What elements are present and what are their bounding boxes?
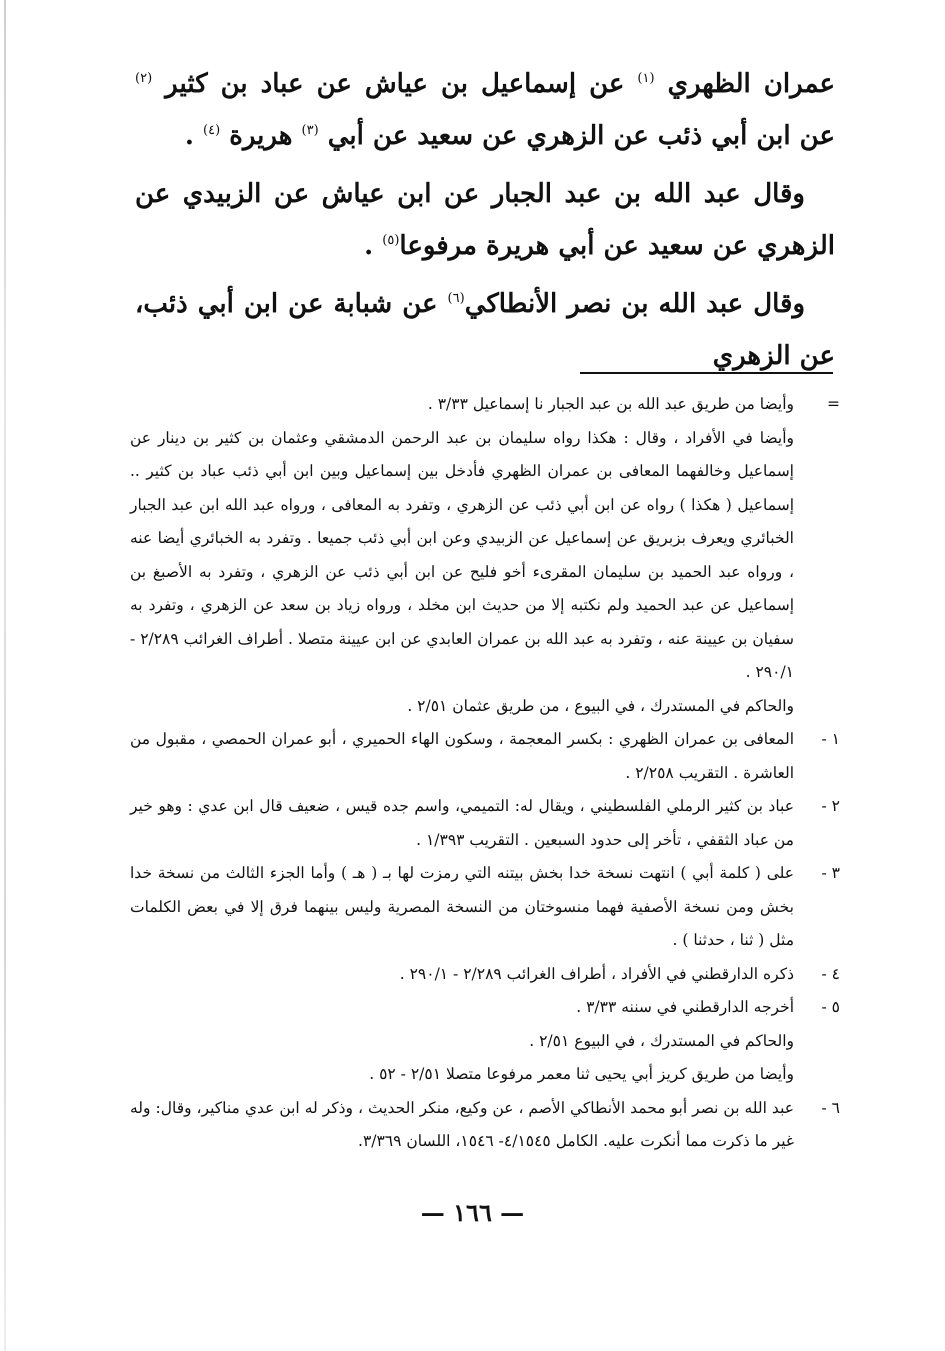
scan-edge [4, 0, 6, 1351]
footnote-number: ٥ - [821, 998, 840, 1016]
text-segment: عمران الظهري [654, 69, 835, 99]
footnote-text: عبد الله بن نصر أبو محمد الأنطاكي الأصم ، عن وكيع، منكر الحديث ، وذكر له ابن عدي مناكير، وقال: وله غير ما ذكرت مما أنكرت عليه. الكامل ٤/١٥٤٥- ١٥٤٦، اللسان ٣/٣٦٩. [130, 1098, 794, 1150]
footnote [130, 1058, 840, 1092]
footnote [130, 857, 840, 958]
footnote-number [794, 1025, 840, 1059]
footnote-marker: (١) [637, 71, 655, 86]
main-paragraph [135, 58, 835, 162]
footnote-number [794, 1058, 840, 1092]
footnote-number [794, 422, 840, 690]
footnote-text: على ( كلمة أبي ) انتهت نسخة خدا بخش بيتنه التي رمزت لها بـ ( هـ ) وأما الجزء الثالث من نسخة خدا بخش ومن نسخة الأصفية فهما منسوختان من النسخة المصرية وليس بينهما فرق إلا في بعض الكلمات مثل ( ثنا ، حدثنا ) . [130, 864, 794, 949]
footnote-text: عباد بن كثير الرملي الفلسطيني ، ويقال له: التميمي، واسم جده قيس ، ضعيف قال ابن عدي : وهو خير من عباد الثقفي ، تأخر إلى حدود السبعين . التقريب ١/٣٩٣ . [130, 797, 794, 849]
footnote [130, 422, 840, 690]
main-paragraph [135, 278, 835, 382]
footnote-text: وأيضا في الأفراد ، وقال : هكذا رواه سليمان بن عبد الرحمن الدمشقي وعثمان بن كثير بن دينار عن إسماعيل وخالفهما المعافى بن عمران الظهري فأدخل بين إسماعيل وبين ابن أبي ذئب عباد بن كثير .. إسماعيل ( هكذا ) رواه عن ابن أبي ذئب عن الزهري ، وتفرد به المعافى ، ورواه عبد الله ابن عبد الجبار الخبائري ويعرف بزبريق عن إسماعيل عن الزبيدي وعن ابن أبي ذئب جميعا . وتفرد به الخبائري أيضا عنه ، ورواه عبد الحميد بن سليمان المقرىء أخو فليح عن ابن أبي ذئب عن الزهري ، وتفرد به الأصبغ بن إسماعيل عن عبد الحميد ولم نكتبه إلا من حديث ابن مخلد ، ورواه زياد بن سعد عن الزهري ، وتفرد به سفيان بن عيينة عنه ، وتفرد به عبد الله بن عمران العابدي عن ابن عيينة متصلا . أطراف الغرائب ٢/٢٨٩ - ٢٩٠/١ . [130, 428, 794, 681]
text-segment: . [364, 231, 383, 261]
footnote-number: = [827, 395, 840, 413]
footnotes [130, 388, 840, 1159]
page-number: — ١٦٦ — [420, 1198, 525, 1227]
footnote-text: المعافى بن عمران الظهري : بكسر المعجمة ، وسكون الهاء الحميري ، أبو عمران الحمصي ، مقبول من العاشرة . التقريب ٢/٢٥٨ . [130, 730, 794, 782]
text-segment: . [184, 121, 204, 151]
footnote [130, 790, 840, 857]
footnote [130, 723, 840, 790]
footnote-text: وأيضا من طريق كريز أبي يحيى ثنا معمر مرفوعا متصلا ٢/٥١ - ٥٢ . [369, 1065, 794, 1083]
text-segment: عن ابن أبي ذئب عن الزهري عن سعيد عن أبي [318, 121, 835, 151]
text-segment: هريرة [220, 121, 302, 151]
footnote-text: والحاكم في المستدرك ، في البيوع ، من طريق عثمان ٢/٥١ . [407, 696, 794, 715]
footnote [130, 1092, 840, 1159]
footnote-marker: (٦) [447, 291, 465, 306]
footnote-separator [580, 372, 833, 374]
footnote-marker: (٥) [382, 233, 400, 248]
footnote-text: أخرجه الدارقطني في سننه ٣/٣٣ . [576, 998, 794, 1016]
footnote-text: والحاكم في المستدرك ، في البيوع ٢/٥١ . [529, 1031, 794, 1050]
footnote-number: ١ - [821, 730, 840, 748]
footnote [130, 958, 840, 992]
text-segment: وقال عبد الله بن نصر الأنطاكي [464, 289, 805, 319]
main-paragraph [135, 168, 835, 272]
text-segment: عن شبابة عن ابن أبي ذئب، عن الزهري [135, 289, 835, 371]
footnote-marker: (٣) [301, 123, 319, 138]
footnote [130, 690, 840, 724]
footnote-marker: (٢) [135, 71, 153, 86]
footnote-number: ٤ - [821, 964, 840, 983]
footnote [130, 1025, 840, 1059]
footnote-number: ٦ - [821, 1098, 840, 1117]
text-segment: وقال عبد الله بن عبد الجبار عن ابن عياش عن الزبيدي عن الزهري عن سعيد عن أبي هريرة مرفوعا [135, 179, 835, 261]
text-segment: عن إسماعيل بن عياش عن عباد بن كثير [152, 69, 638, 99]
footnote-text: وأيضا من طريق عبد الله بن عبد الجبار نا إسماعيل ٣/٣٣ . [427, 395, 794, 413]
footnote-text: ذكره الدارقطني في الأفراد ، أطراف الغرائب ٢/٢٨٩ - ٢٩٠/١ . [399, 964, 794, 983]
footnote [130, 991, 840, 1025]
footnote-number: ٢ - [821, 797, 840, 815]
main-text [135, 58, 835, 388]
footnote [130, 388, 840, 422]
footnote-marker: (٤) [203, 123, 221, 138]
footnote-number [794, 690, 840, 724]
footnote-number: ٣ - [821, 864, 840, 882]
